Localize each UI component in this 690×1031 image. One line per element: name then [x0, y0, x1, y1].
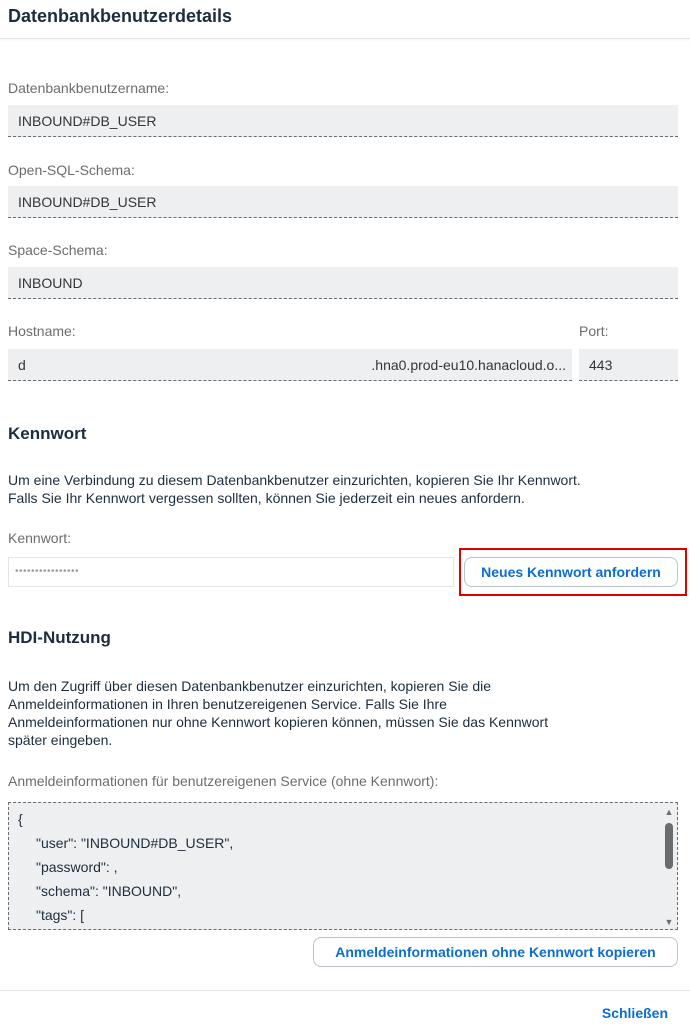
code-line: "schema": "INBOUND",	[36, 883, 182, 899]
hostname-value-suffix: .hna0.prod-eu10.hanacloud.o...	[371, 357, 566, 373]
open-sql-field[interactable]: INBOUND#DB_USER	[8, 186, 678, 218]
dialog-footer	[0, 990, 690, 1031]
db-user-field[interactable]: INBOUND#DB_USER	[8, 105, 678, 137]
hostname-label: Hostname:	[8, 323, 76, 339]
dialog-header	[0, 0, 690, 39]
code-line: "tags": [	[36, 907, 85, 923]
scroll-down-arrow-icon[interactable]: ▼	[664, 917, 674, 927]
request-new-password-button[interactable]: Neues Kennwort anfordern	[464, 557, 678, 587]
port-label: Port:	[579, 323, 609, 339]
password-section-title: Kennwort	[8, 424, 87, 443]
hostname-value-prefix: d	[18, 357, 26, 373]
open-sql-label: Open-SQL-Schema:	[8, 162, 135, 178]
password-label: Kennwort:	[8, 530, 72, 546]
credentials-textarea[interactable]	[8, 802, 678, 930]
scroll-thumb[interactable]	[665, 823, 673, 869]
scroll-up-arrow-icon[interactable]: ▲	[664, 807, 674, 817]
space-schema-field[interactable]: INBOUND	[8, 267, 678, 299]
hdi-description-line-2: Anmeldeinformationen in Ihren benutzereigenen Service. Falls Sie Ihre	[8, 696, 447, 712]
hdi-description-line-1: Um den Zugriff über diesen Datenbankbenutzer einzurichten, kopieren Sie die	[8, 678, 492, 694]
code-line: "user": "INBOUND#DB_USER",	[36, 835, 234, 851]
close-button[interactable]: Schließen	[601, 1005, 668, 1021]
hostname-field[interactable]	[8, 349, 572, 381]
code-line: "password": ,	[36, 859, 118, 875]
port-field[interactable]: 443	[579, 349, 678, 381]
credentials-label: Anmeldeinformationen für benutzereigenen Service (ohne Kennwort):	[8, 773, 439, 789]
hdi-section-title: HDI-Nutzung	[8, 628, 111, 647]
password-field[interactable]: ••••••••••••••••	[8, 557, 454, 587]
hdi-description-line-3: Anmeldeinformationen nur ohne Kennwort kopieren können, müssen Sie das Kennwort	[8, 714, 549, 730]
copy-credentials-button[interactable]: Anmeldeinformationen ohne Kennwort kopieren	[313, 937, 678, 967]
code-line: {	[18, 811, 23, 827]
password-description-1: Um eine Verbindung zu diesem Datenbankbenutzer einzurichten, kopieren Sie Ihr Kennwort.	[8, 472, 581, 488]
hdi-description-line-4: später eingeben.	[8, 732, 113, 748]
space-schema-label: Space-Schema:	[8, 242, 108, 258]
db-user-label: Datenbankbenutzername:	[8, 80, 170, 96]
scrollbar[interactable]	[663, 807, 675, 927]
password-description-2: Falls Sie Ihr Kennwort vergessen sollten, können Sie jederzeit ein neues anfordern.	[8, 490, 525, 506]
dialog-title: Datenbankbenutzerdetails	[8, 6, 233, 26]
